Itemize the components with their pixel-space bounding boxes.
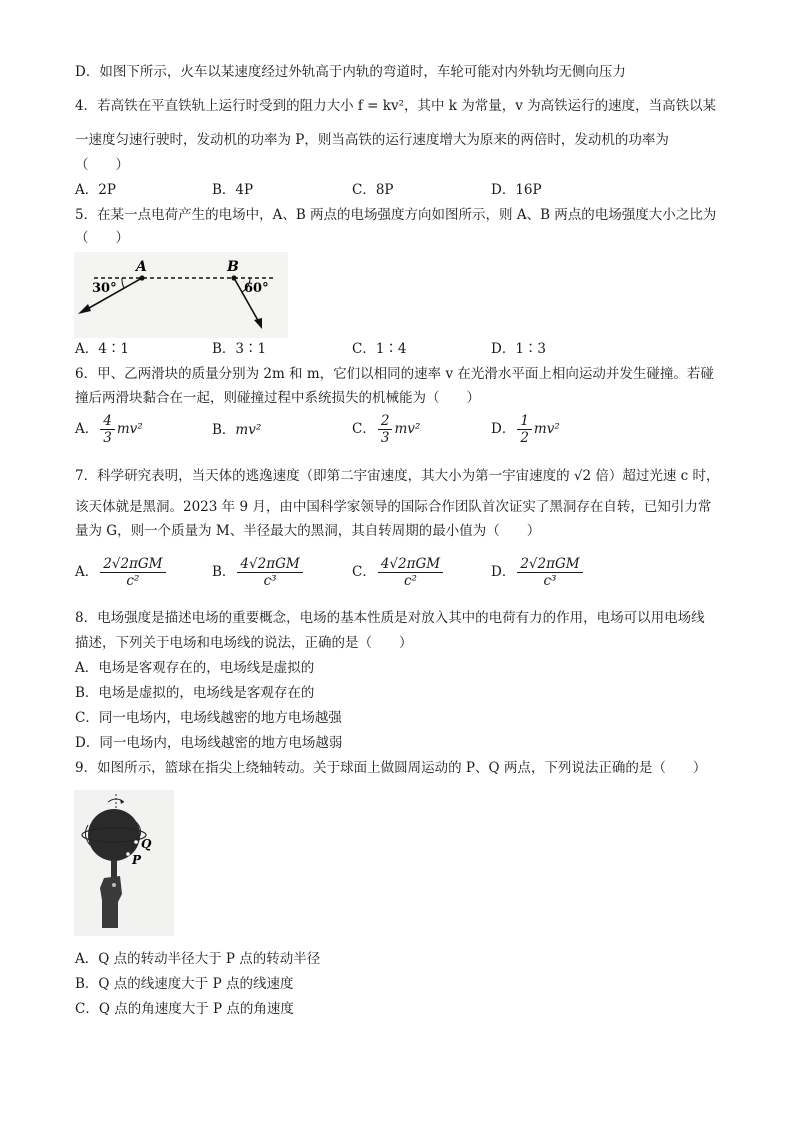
option-label: A． — [75, 564, 99, 580]
fraction: $\frac{1}{2}$ — [517, 413, 532, 446]
fraction: $\frac{\text{2√2πGM}}{\text{c²}}$ — [100, 556, 165, 589]
q4-option-d[interactable]: D．16P — [491, 182, 542, 198]
q4-option-a[interactable]: A．2P — [75, 182, 116, 198]
q4-stem-line2: 一速度匀速行驶时，发动机的功率为 P，则当高铁的运行速度增大为原来的两倍时，发动机的功率为 — [75, 132, 669, 148]
q9-stem-line1: 9．如图所示，篮球在指尖上绕轴转动。关于球面上做圆周运动的 P、Q 两点，下列说法正确的是（ ） — [75, 760, 707, 776]
fraction: $\frac{2}{3}$ — [378, 413, 393, 446]
q7-option-b[interactable] — [212, 556, 305, 589]
angle-label-a: 30° — [92, 281, 117, 296]
q7-stem-line2: 该天体就是黑洞。2023 年 9 月，由中国科学家领导的国际合作团队首次证实了黑洞存在自转，已知引力常 — [75, 499, 712, 515]
q6-option-d[interactable]: D． $\frac{1}{2}$ mv² — [491, 413, 560, 446]
q9-option-b[interactable]: B．Q 点的线速度大于 P 点的线速度 — [75, 976, 294, 992]
option-label: D． — [491, 564, 516, 580]
knuckle — [112, 883, 116, 887]
q8-option-d[interactable]: D．同一电场内，电场线越密的地方电场越弱 — [75, 735, 343, 751]
q7-option-a[interactable] — [75, 556, 168, 589]
q3-option-d: D．如图下所示，火车以某速度经过外轨高于内轨的弯道时，车轮可能对内外轨均无侧向压力 — [75, 64, 626, 80]
q8-stem-line1: 8．电场强度是描述电场的重要概念，电场的基本性质是对放入其中的电荷有力的作用，电场可以用电场线 — [75, 610, 705, 626]
q6-option-c[interactable]: C． $\frac{2}{3}$ mv² — [352, 413, 421, 446]
point-p-dot — [126, 852, 130, 856]
q5-option-c[interactable]: C．1∶4 — [352, 341, 407, 357]
label-p: P — [132, 853, 142, 867]
q7-option-c[interactable] — [352, 556, 445, 589]
option-label: C． — [352, 421, 376, 437]
option-label: D． — [491, 421, 516, 437]
q8-option-b[interactable]: B．电场是虚拟的，电场线是客观存在的 — [75, 685, 315, 701]
q6-option-a[interactable]: A． $\frac{4}{3}$ mv² — [75, 413, 143, 446]
option-label: B． — [212, 422, 236, 438]
q7-stem-line3: 量为 G，则一个质量为 M、半径最大的黑洞，其自转周期的最小值为（ ） — [75, 523, 541, 539]
q5-option-a[interactable]: A．4∶1 — [75, 341, 129, 357]
q9-option-a[interactable]: A．Q 点的转动半径大于 P 点的转动半径 — [75, 951, 321, 967]
label-b: B — [227, 259, 239, 275]
q6-stem-line1: 6．甲、乙两滑块的质量分别为 2m 和 m，它们以相同的速率 v 在光滑水平面上相向运动并发生碰撞。若碰 — [75, 366, 714, 382]
fraction: $\frac{4}{3}$ — [100, 413, 115, 446]
option-label: C． — [352, 564, 376, 580]
q9-option-c[interactable]: C．Q 点的角速度大于 P 点的角速度 — [75, 1001, 294, 1017]
label-a: A — [136, 259, 147, 275]
fraction: $\frac{\text{4√2πGM}}{\text{c³}}$ — [237, 556, 302, 589]
q8-stem-line2: 描述，下列关于电场和电场线的说法，正确的是（ ） — [75, 635, 413, 651]
q5-field-figure — [74, 252, 288, 338]
fraction: $\frac{\text{2√2πGM}}{\text{c³}}$ — [517, 556, 582, 589]
q7-stem-line1: 7．科学研究表明，当天体的逃逸速度（即第二宇宙速度，其大小为第一宇宙速度的 √2 倍）超过光速 c 时， — [75, 468, 720, 484]
point-q-dot — [134, 840, 138, 844]
fraction: $\frac{\text{4√2πGM}}{\text{c²}}$ — [378, 556, 443, 589]
finger — [111, 860, 117, 878]
q4-blank: （ ） — [75, 157, 129, 173]
option-label: B． — [212, 564, 236, 580]
q4-option-b[interactable]: B．4P — [212, 182, 254, 198]
q8-option-c[interactable]: C．同一电场内，电场线越密的地方电场越强 — [75, 710, 342, 726]
q5-blank: （ ） — [75, 230, 129, 246]
q5-option-d[interactable]: D．1∶3 — [491, 341, 547, 357]
q4-stem-line1: 4．若高铁在平直铁轨上运行时受到的阻力大小 f = kv²，其中 k 为常量，v 为高铁运行的速度，当高铁以某 — [75, 98, 717, 114]
q9-basketball-figure — [74, 790, 174, 936]
q6-option-b[interactable]: B．mv² — [212, 422, 262, 438]
q7-option-d[interactable] — [491, 556, 585, 589]
q5-option-b[interactable]: B．3∶1 — [212, 341, 267, 357]
q6-stem-line2: 撞后两滑块黏合在一起，则碰撞过程中系统损失的机械能为（ ） — [75, 390, 480, 406]
angle-label-b: 60° — [244, 281, 269, 296]
q4-option-c[interactable]: C．8P — [352, 182, 394, 198]
q8-option-a[interactable]: A．电场是客观存在的，电场线是虚拟的 — [75, 660, 315, 676]
q5-stem-line1: 5．在某一点电荷产生的电场中，A、B 两点的电场强度方向如图所示，则 A、B 两点的电场强度大小之比为 — [75, 207, 717, 223]
option-label: A． — [75, 421, 99, 437]
label-q: Q — [141, 837, 152, 851]
